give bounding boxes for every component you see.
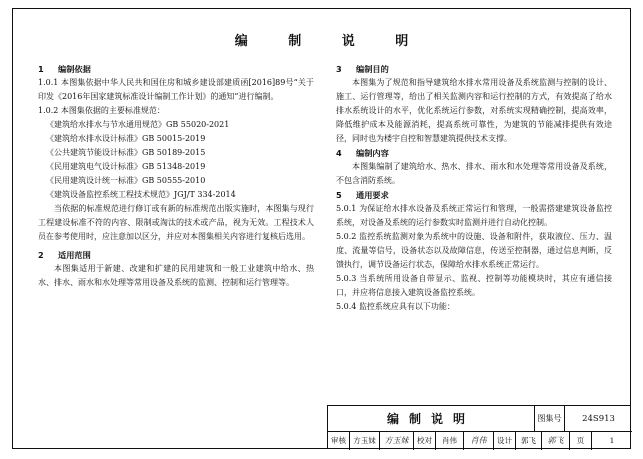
atlas-number-label: 图集号 <box>535 406 565 432</box>
page-number: 1 <box>609 436 615 445</box>
section-5-heading <box>336 188 612 202</box>
right-column <box>336 62 612 314</box>
signature-row <box>328 432 632 450</box>
reviewer-name: 方玉妹 <box>350 432 380 450</box>
section-title: 适用范围 <box>58 250 91 260</box>
clause-5-0-2: 5.0.2 监控系统监测对象为系统中的设施、设备和附件，获取液位、压力、温度、流量等信号，设备状态以及故障信息，传送至控制器，通过信息判断，反馈执行，调节设备运行状态，保障给水排水系统正常运行。 <box>336 232 612 269</box>
check-label: 校对 <box>414 432 436 450</box>
section-number: 1 <box>38 64 44 74</box>
purpose-paragraph: 本图集为了规范和指导建筑给水排水常用设备及系统监测与控制的设计、施工、运行管理等，给出了相关监测内容和运行控制的方式，有效提高了给水排水系统设计的水平，优化系统运行参数，对系统实现精确控制，提高效率，降低维护成本及能源消耗，提高系统可靠性，为建筑的节能减排提供有效途径，同时也为楼宇自控和智慧建筑提供技术支撑。 <box>336 78 612 143</box>
clause-5-0-1: 5.0.1 为保证给水排水设备及系统正常运行和管理，一般需搭建建筑设备监控系统，对设备及系统的运行参数实时监测并进行自动化控制。 <box>336 204 612 227</box>
design-label: 设计 <box>494 432 516 450</box>
scope-paragraph: 本图集适用于新建、改建和扩建的民用建筑和一般工业建筑中给水、热水、排水、雨水和水处理等常用设备及系统的监测、控制和运行管理等。 <box>38 264 314 287</box>
title-block <box>327 405 631 449</box>
standard-item: 《民用建筑设计统一标准》GB 50555-2010 <box>46 176 206 185</box>
section-title: 编制目的 <box>356 64 389 74</box>
standard-item: 《建筑给水排水设计标准》GB 50015-2019 <box>46 134 206 143</box>
page-label: 页 <box>570 432 592 450</box>
clause-1-0-1: 1.0.1 本图集依据中华人民共和国住房和城乡建设部建质函[2016]89号“关于印发《2016年国家建筑标准设计编制工作计划》的通知”进行编制。 <box>38 78 314 101</box>
clause-5-0-3: 5.0.3 当系统所用设备自带显示、监视、控制等功能模块时，其应有通信接口，并应将信息接入建筑设备监控系统。 <box>336 274 612 297</box>
revision-note: 当依据的标准规范进行修订或有新的标准规范出版实施时，本图集与现行工程建设标准不符的内容、限制或淘汰的技术或产品，视为无效。工程技术人员在参考使用时，应注意加以区分，并应对本图集相关内容进行复核后选用。 <box>38 204 314 241</box>
checker-signature: 肖伟 <box>464 432 494 450</box>
section-3-heading <box>336 62 612 76</box>
section-number: 5 <box>336 190 342 200</box>
section-number: 3 <box>336 64 342 74</box>
content-paragraph: 本图集编制了建筑给水、热水、排水、雨水和水处理等常用设备及系统，不包含消防系统。 <box>336 162 612 185</box>
section-1-heading <box>38 62 314 76</box>
standard-item: 《建筑设备监控系统工程技术规范》JGJ/T 334-2014 <box>46 190 236 199</box>
section-number: 4 <box>336 148 342 158</box>
section-title: 编制内容 <box>356 148 389 158</box>
section-4-heading <box>336 146 612 160</box>
title-block-title: 编制说明 <box>328 406 535 432</box>
reviewer-signature: 方玉妹 <box>380 432 414 450</box>
section-title: 通用要求 <box>356 190 389 200</box>
designer-name: 郭飞 <box>516 432 542 450</box>
standard-item: 《建筑给水排水与节水通用规范》GB 55020-2021 <box>46 120 230 129</box>
section-number: 2 <box>38 250 44 260</box>
designer-signature: 郭飞 <box>542 432 570 450</box>
left-column <box>38 62 314 290</box>
atlas-number: 24S913 <box>565 406 632 432</box>
page-title: 编 制 说 明 <box>234 34 427 49</box>
section-title: 编制依据 <box>58 64 91 74</box>
clause-1-0-2: 1.0.2 本图集依据的主要标准规范： <box>38 106 165 115</box>
standard-item: 《民用建筑电气设计标准》GB 51348-2019 <box>46 162 206 171</box>
clause-5-0-4: 5.0.4 监控系统应具有以下功能： <box>336 302 455 311</box>
standard-item: 《公共建筑节能设计标准》GB 50189-2015 <box>46 148 206 157</box>
checker-name: 肖伟 <box>436 432 464 450</box>
section-2-heading <box>38 248 314 262</box>
review-label: 审核 <box>328 432 350 450</box>
